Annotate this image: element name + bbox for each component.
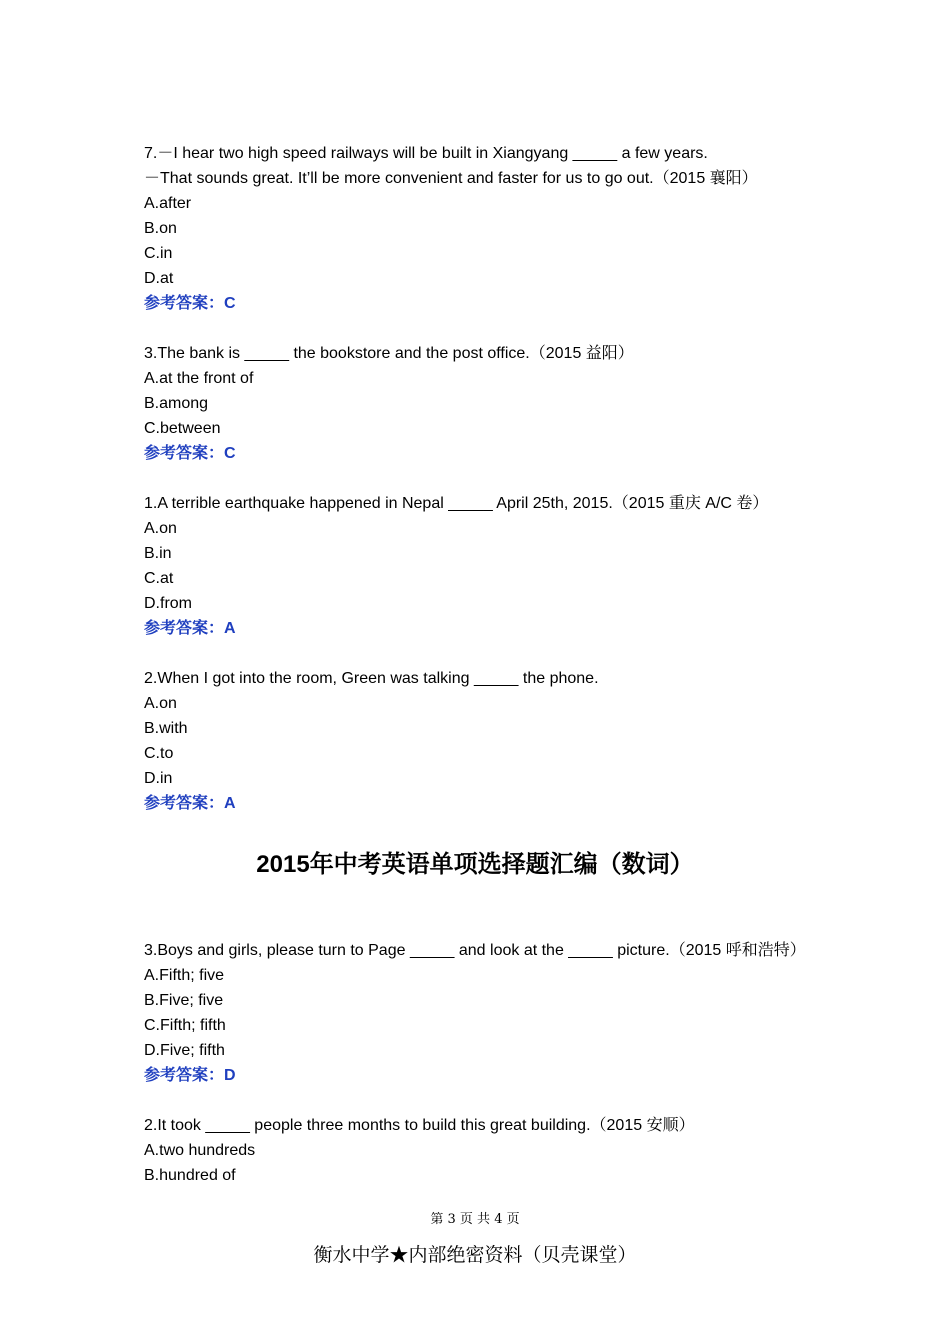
option-d: D.from <box>144 595 192 612</box>
option-b: B.in <box>144 545 172 562</box>
question-stem: －That sounds great. It’ll be more convenient and faster for us to go out.（2015 襄阳） <box>144 170 758 187</box>
option-b: B.among <box>144 395 209 412</box>
section-title: 2015年中考英语单项选择题汇编（数词） <box>256 851 694 878</box>
document-body <box>144 141 824 1188</box>
option-c: C.to <box>144 745 174 762</box>
spacer <box>144 316 824 341</box>
question-stem: 3.The bank is _____ the bookstore and the post office.（2015 益阳） <box>144 345 634 362</box>
option-a: A.after <box>144 195 192 212</box>
reference-answer: 参考答案：A <box>144 620 236 637</box>
reference-answer: 参考答案：A <box>144 795 236 812</box>
option-b: B.with <box>144 720 188 737</box>
question-stem: 1.A terrible earthquake happened in Nepal _____ April 25th, 2015.（2015 重庆 A/C 卷） <box>144 495 769 512</box>
reference-answer: 参考答案：C <box>144 295 236 312</box>
question-stem: 3.Boys and girls, please turn to Page _____ and look at the _____ picture.（2015 呼和浩特） <box>144 942 806 959</box>
question-3-prepositions <box>144 341 824 466</box>
option-a: A.two hundreds <box>144 1142 256 1159</box>
question-stem: 2.It took _____ people three months to build this great building.（2015 安顺） <box>144 1117 695 1134</box>
spacer <box>144 641 824 666</box>
option-c: C.in <box>144 245 173 262</box>
footer-source: 衡水中学★内部绝密资料（贝壳课堂） <box>313 1244 637 1266</box>
option-a: A.on <box>144 695 177 712</box>
option-d: D.at <box>144 270 174 287</box>
question-2-prepositions <box>144 666 824 816</box>
option-c: C.Fifth; fifth <box>144 1017 226 1034</box>
option-c: C.between <box>144 420 221 437</box>
option-c: C.at <box>144 570 174 587</box>
option-d: D.Five; fifth <box>144 1042 225 1059</box>
option-b: B.Five; five <box>144 992 224 1009</box>
reference-answer: 参考答案：C <box>144 445 236 462</box>
reference-answer: 参考答案：D <box>144 1067 236 1084</box>
option-a: A.at the front of <box>144 370 254 387</box>
option-b: B.hundred of <box>144 1167 236 1184</box>
page-number: 第 3 页 共 4 页 <box>430 1212 520 1227</box>
option-b: B.on <box>144 220 177 237</box>
question-stem: 7.－I hear two high speed railways will be built in Xiangyang _____ a few years. <box>144 145 708 162</box>
option-a: A.Fifth; five <box>144 967 225 984</box>
spacer <box>144 1088 824 1113</box>
question-1 <box>144 491 824 641</box>
option-d: D.in <box>144 770 173 787</box>
question-stem: 2.When I got into the room, Green was talking _____ the phone. <box>144 670 599 687</box>
spacer <box>144 466 824 491</box>
question-2-numerals <box>144 1113 824 1188</box>
question-7 <box>144 141 824 316</box>
option-a: A.on <box>144 520 177 537</box>
question-3-numerals <box>144 938 824 1088</box>
